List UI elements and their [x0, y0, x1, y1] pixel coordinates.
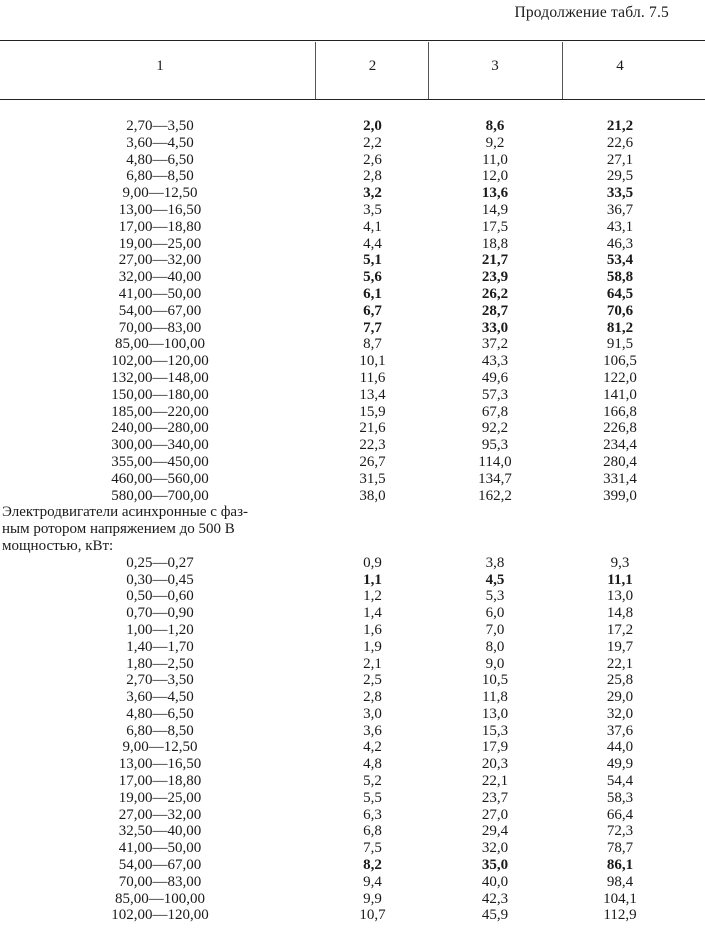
table-cell-col-1: 32,00—40,00 [118, 269, 202, 286]
table-cell-col-1: 17,00—18,80 [118, 773, 202, 790]
table-cell-col-1: 13,00—16,50 [118, 756, 202, 773]
table-cell-col-4: 81,2 [606, 319, 634, 336]
table-cell-col-4: 44,0 [606, 739, 634, 756]
table-cell-col-4: 98,4 [606, 873, 634, 890]
table-cell-col-2: 13,4 [359, 386, 386, 403]
table-cell-col-4: 331,4 [603, 470, 637, 487]
table-cell-col-2: 22,3 [359, 437, 386, 454]
table-row [0, 269, 705, 286]
table-row [0, 572, 705, 589]
table-cell-col-3: 40,0 [481, 873, 509, 890]
table-row [0, 404, 705, 421]
table-cell-col-2: 7,7 [363, 319, 382, 336]
table-row [0, 353, 705, 370]
table-cell-col-2: 1,9 [363, 638, 382, 655]
table-row [0, 689, 705, 706]
header-bottom-rule [0, 99, 705, 100]
table-cell-col-4: 36,7 [606, 201, 634, 218]
table-cell-col-1: 85,00—100,00 [115, 336, 205, 353]
table-cell-col-1: 300,00—340,00 [111, 437, 209, 454]
table-cell-col-3: 13,0 [481, 705, 509, 722]
table-cell-col-4: 78,7 [606, 840, 634, 857]
table-cell-col-4: 29,5 [606, 168, 634, 185]
table-row [0, 656, 705, 673]
table-cell-col-3: 6,0 [485, 605, 505, 622]
table-cell-col-3: 20,3 [481, 756, 509, 773]
table-cell-col-2: 31,5 [359, 470, 386, 487]
table-cell-col-4: 122,0 [603, 369, 637, 386]
table-cell-col-3: 33,0 [481, 319, 509, 336]
table-cell-col-2: 4,2 [363, 739, 382, 756]
table-cell-col-1: 150,00—180,00 [111, 386, 209, 403]
table-row [0, 823, 705, 840]
table-cell-col-1: 17,00—18,80 [118, 218, 202, 235]
table-cell-col-4: 25,8 [606, 672, 634, 689]
table-row [0, 471, 705, 488]
table-cell-col-4: 112,9 [603, 907, 637, 924]
table-cell-col-3: 7,0 [485, 621, 505, 638]
table-cell-col-2: 8,2 [363, 857, 382, 874]
table-cell-col-4: 43,1 [606, 218, 634, 235]
table-cell-col-1: 355,00—450,00 [111, 453, 209, 470]
table-row [0, 555, 705, 572]
table-row [0, 118, 705, 135]
table-cell-col-3: 15,3 [481, 722, 509, 739]
table-row [0, 454, 705, 471]
header-col-4: 4 [616, 58, 624, 74]
table-row [0, 790, 705, 807]
table-cell-col-2: 4,1 [363, 218, 382, 235]
table-row [0, 219, 705, 236]
table-cell-col-4: 17,2 [606, 621, 634, 638]
table-cell-col-1: 41,00—50,00 [118, 285, 202, 302]
table-cell-col-3: 12,0 [481, 168, 509, 185]
table-row [0, 135, 705, 152]
table-row [0, 907, 705, 924]
table-cell-col-4: 64,5 [606, 285, 634, 302]
table-cell-col-2: 2,8 [363, 689, 382, 706]
table-cell-col-2: 1,2 [363, 588, 382, 605]
table-cell-col-2: 11,6 [359, 369, 386, 386]
table-cell-col-4: 106,5 [603, 353, 637, 370]
table-row [0, 857, 705, 874]
table-cell-col-1: 102,00—120,00 [111, 353, 209, 370]
table-cell-col-2: 2,5 [363, 672, 382, 689]
table-row [0, 252, 705, 269]
table-cell-col-2: 6,3 [363, 806, 382, 823]
table-cell-col-3: 11,8 [482, 689, 508, 706]
table-row [0, 303, 705, 320]
table-cell-col-2: 1,4 [363, 605, 382, 622]
header-divider-2 [428, 42, 429, 99]
table-cell-col-3: 3,8 [485, 554, 505, 571]
table-cell-col-2: 2,0 [363, 118, 382, 134]
table-cell-col-3: 92,2 [481, 420, 509, 437]
table-cell-col-1: 85,00—100,00 [115, 890, 205, 907]
table-row [0, 605, 705, 622]
table-cell-col-1: 460,00—560,00 [111, 470, 209, 487]
table-cell-col-3: 8,0 [485, 638, 505, 655]
table-cell-col-2: 21,6 [359, 420, 386, 437]
table-cell-col-4: 22,6 [606, 134, 634, 151]
table-cell-col-3: 27,0 [481, 806, 509, 823]
table-cell-col-2: 2,1 [363, 655, 382, 672]
table-cell-col-4: 86,1 [606, 857, 634, 874]
table-cell-col-4: 226,8 [603, 420, 637, 437]
table-cell-col-2: 3,0 [363, 705, 382, 722]
table-cell-col-1: 2,70—3,50 [126, 118, 194, 134]
table-cell-col-2: 0,9 [363, 554, 382, 571]
table-cell-col-1: 54,00—67,00 [118, 302, 202, 319]
table-cell-col-4: 11,1 [607, 571, 633, 588]
table-cell-col-4: 27,1 [606, 151, 634, 168]
table-cell-col-3: 49,6 [481, 369, 509, 386]
table-cell-col-3: 43,3 [481, 353, 509, 370]
table-cell-col-2: 15,9 [359, 403, 386, 420]
table-cell-col-2: 6,1 [363, 285, 382, 302]
table-cell-col-1: 32,50—40,00 [118, 823, 202, 840]
table-cell-col-2: 26,7 [359, 453, 386, 470]
table-cell-col-4: 29,0 [606, 689, 634, 706]
table-cell-col-4: 54,4 [606, 773, 634, 790]
table-cell-col-2: 4,8 [363, 756, 382, 773]
table-cell-col-4: 141,0 [603, 386, 637, 403]
header-divider-1 [315, 42, 316, 99]
section-title-line: ным ротором напряжением до 500 В [2, 521, 235, 538]
table-cell-col-2: 2,2 [363, 134, 382, 151]
table-cell-col-1: 1,40—1,70 [126, 638, 194, 655]
table-row [0, 723, 705, 740]
table-cell-col-2: 7,5 [363, 840, 382, 857]
table-row [0, 286, 705, 303]
table-cell-col-1: 41,00—50,00 [118, 840, 202, 857]
table-cell-col-4: 70,6 [606, 302, 634, 319]
table-cell-col-3: 42,3 [481, 890, 509, 907]
table-cell-col-4: 58,8 [606, 269, 634, 286]
table-row [0, 168, 705, 185]
table-cell-col-1: 1,80—2,50 [126, 655, 194, 672]
table-cell-col-4: 280,4 [603, 453, 637, 470]
table-cell-col-2: 4,4 [363, 235, 382, 252]
table-cell-col-3: 4,5 [485, 571, 505, 588]
table-cell-col-3: 37,2 [481, 336, 509, 353]
table-cell-col-4: 19,7 [606, 638, 634, 655]
table-cell-col-4: 13,0 [606, 588, 634, 605]
table-cell-col-3: 8,6 [485, 118, 505, 134]
table-cell-col-2: 2,6 [363, 151, 382, 168]
table-cell-col-2: 8,7 [363, 336, 382, 353]
table-cell-col-1: 9,00—12,50 [122, 739, 198, 756]
table-cell-col-3: 26,2 [481, 285, 509, 302]
table-cell-col-4: 166,8 [603, 403, 637, 420]
table-cell-col-3: 5,3 [485, 588, 505, 605]
table-cell-col-1: 70,00—83,00 [118, 873, 202, 890]
table-cell-col-2: 9,9 [363, 890, 382, 907]
table-cell-col-4: 234,4 [603, 437, 637, 454]
table-cell-col-4: 46,3 [606, 235, 634, 252]
table-row [0, 320, 705, 337]
table-row [0, 622, 705, 639]
table-cell-col-2: 5,6 [363, 269, 382, 286]
table-cell-col-4: 9,3 [610, 554, 630, 571]
table-row [0, 840, 705, 857]
table-cell-col-1: 6,80—8,50 [126, 722, 194, 739]
table-cell-col-1: 6,80—8,50 [126, 168, 194, 185]
table-row [0, 756, 705, 773]
table-row [0, 891, 705, 908]
table-row [0, 152, 705, 169]
table-cell-col-1: 0,70—0,90 [126, 605, 194, 622]
table-cell-col-3: 95,3 [481, 437, 509, 454]
table-cell-col-2: 1,6 [363, 621, 382, 638]
table-cell-col-3: 114,0 [478, 453, 512, 470]
table-cell-col-4: 91,5 [606, 336, 634, 353]
table-cell-col-1: 0,30—0,45 [126, 571, 194, 588]
table-cell-col-1: 1,00—1,20 [126, 621, 194, 638]
table-cell-col-1: 185,00—220,00 [111, 403, 209, 420]
table-row [0, 387, 705, 404]
table-cell-col-2: 9,4 [363, 873, 382, 890]
table-row [0, 672, 705, 689]
table-cell-col-1: 19,00—25,00 [118, 789, 202, 806]
table-row [0, 420, 705, 437]
table-cell-col-3: 23,9 [481, 269, 509, 286]
table-cell-col-4: 37,6 [606, 722, 634, 739]
table-cell-col-4: 33,5 [606, 185, 634, 202]
table-cell-col-3: 13,6 [481, 185, 509, 202]
table-row [0, 639, 705, 656]
section-title-line: мощностью, кВт: [2, 537, 114, 554]
table-cell-col-3: 17,5 [481, 218, 509, 235]
header-col-1: 1 [156, 58, 164, 74]
table-cell-col-1: 19,00—25,00 [118, 235, 202, 252]
table-cell-col-3: 22,1 [481, 773, 509, 790]
table-cell-col-2: 5,1 [363, 252, 382, 269]
table-cell-col-3: 14,9 [481, 201, 509, 218]
table-cell-col-3: 17,9 [481, 739, 509, 756]
table-cell-col-3: 21,7 [481, 252, 509, 269]
header-top-rule [0, 40, 705, 41]
table-cell-col-1: 54,00—67,00 [118, 857, 202, 874]
table-cell-col-4: 399,0 [603, 487, 637, 504]
table-row [0, 185, 705, 202]
table-cell-col-2: 3,2 [363, 185, 382, 202]
table-cell-col-1: 3,60—4,50 [126, 689, 194, 706]
table-cell-col-2: 38,0 [359, 487, 386, 504]
table-row [0, 370, 705, 387]
header-divider-3 [562, 42, 563, 99]
table-row [0, 236, 705, 253]
table-cell-col-3: 11,0 [482, 151, 508, 168]
table-cell-col-2: 1,1 [363, 571, 382, 588]
table-cell-col-3: 45,9 [481, 907, 509, 924]
table-cell-col-1: 580,00—700,00 [111, 487, 209, 504]
table-cell-col-2: 3,5 [363, 201, 382, 218]
table-cell-col-3: 23,7 [481, 789, 509, 806]
table-cell-col-2: 6,8 [363, 823, 382, 840]
header-col-2: 2 [368, 58, 377, 74]
table-cell-col-1: 4,80—6,50 [126, 705, 194, 722]
header-col-3: 3 [491, 58, 499, 74]
table-cell-col-1: 27,00—32,00 [118, 252, 202, 269]
table-cell-col-3: 18,8 [481, 235, 509, 252]
table-row [0, 807, 705, 824]
table-cell-col-1: 132,00—148,00 [111, 369, 209, 386]
table-cell-col-4: 32,0 [606, 705, 634, 722]
table-cell-col-4: 66,4 [606, 806, 634, 823]
table-cell-col-2: 6,7 [363, 302, 382, 319]
table-cell-col-4: 58,3 [606, 789, 634, 806]
table-cell-col-4: 72,3 [606, 823, 634, 840]
table-cell-col-3: 32,0 [481, 840, 509, 857]
table-cell-col-3: 28,7 [481, 302, 509, 319]
table-row [0, 874, 705, 891]
table-cell-col-1: 4,80—6,50 [126, 151, 194, 168]
table-row [0, 336, 705, 353]
table-cell-col-4: 22,1 [606, 655, 634, 672]
table-cell-col-3: 29,4 [481, 823, 509, 840]
table-cell-col-3: 35,0 [481, 857, 509, 874]
table-cell-col-1: 240,00—280,00 [111, 420, 209, 437]
table-row [0, 437, 705, 454]
table-cell-col-1: 0,25—0,27 [126, 554, 194, 571]
table-row [0, 488, 705, 505]
table-cell-col-4: 14,8 [606, 605, 634, 622]
table-cell-col-1: 9,00—12,50 [122, 185, 198, 202]
table-cell-col-3: 9,0 [485, 655, 505, 672]
table-cell-col-1: 27,00—32,00 [118, 806, 202, 823]
table-cell-col-3: 57,3 [481, 386, 509, 403]
table-caption: Продолжение табл. 7.5 [514, 4, 669, 21]
table-cell-col-4: 21,2 [606, 118, 634, 134]
table-row [0, 773, 705, 790]
table-cell-col-2: 3,6 [363, 722, 382, 739]
table-cell-col-2: 10,1 [359, 353, 386, 370]
table-cell-col-4: 49,9 [606, 756, 634, 773]
table-cell-col-4: 104,1 [603, 890, 637, 907]
table-row [0, 202, 705, 219]
table-cell-col-1: 2,70—3,50 [126, 672, 194, 689]
table-cell-col-2: 2,8 [363, 168, 382, 185]
table-cell-col-1: 3,60—4,50 [126, 134, 194, 151]
table-cell-col-3: 67,8 [481, 403, 509, 420]
table-body [0, 118, 705, 924]
table-row [0, 588, 705, 605]
section-title-line: Электродвигатели асинхронные с фаз- [2, 504, 248, 521]
table-row [0, 706, 705, 723]
table-cell-col-4: 53,4 [606, 252, 634, 269]
table-cell-col-2: 5,5 [363, 789, 382, 806]
table-cell-col-1: 102,00—120,00 [111, 907, 209, 924]
table-cell-col-3: 9,2 [485, 134, 505, 151]
table-cell-col-2: 5,2 [363, 773, 382, 790]
table-cell-col-1: 0,50—0,60 [126, 588, 194, 605]
table-cell-col-1: 70,00—83,00 [118, 319, 202, 336]
table-cell-col-3: 10,5 [481, 672, 509, 689]
table-cell-col-2: 10,7 [359, 907, 386, 924]
table-row [0, 739, 705, 756]
table-cell-col-1: 13,00—16,50 [118, 201, 202, 218]
table-cell-col-3: 162,2 [478, 487, 512, 504]
table-cell-col-3: 134,7 [478, 470, 512, 487]
